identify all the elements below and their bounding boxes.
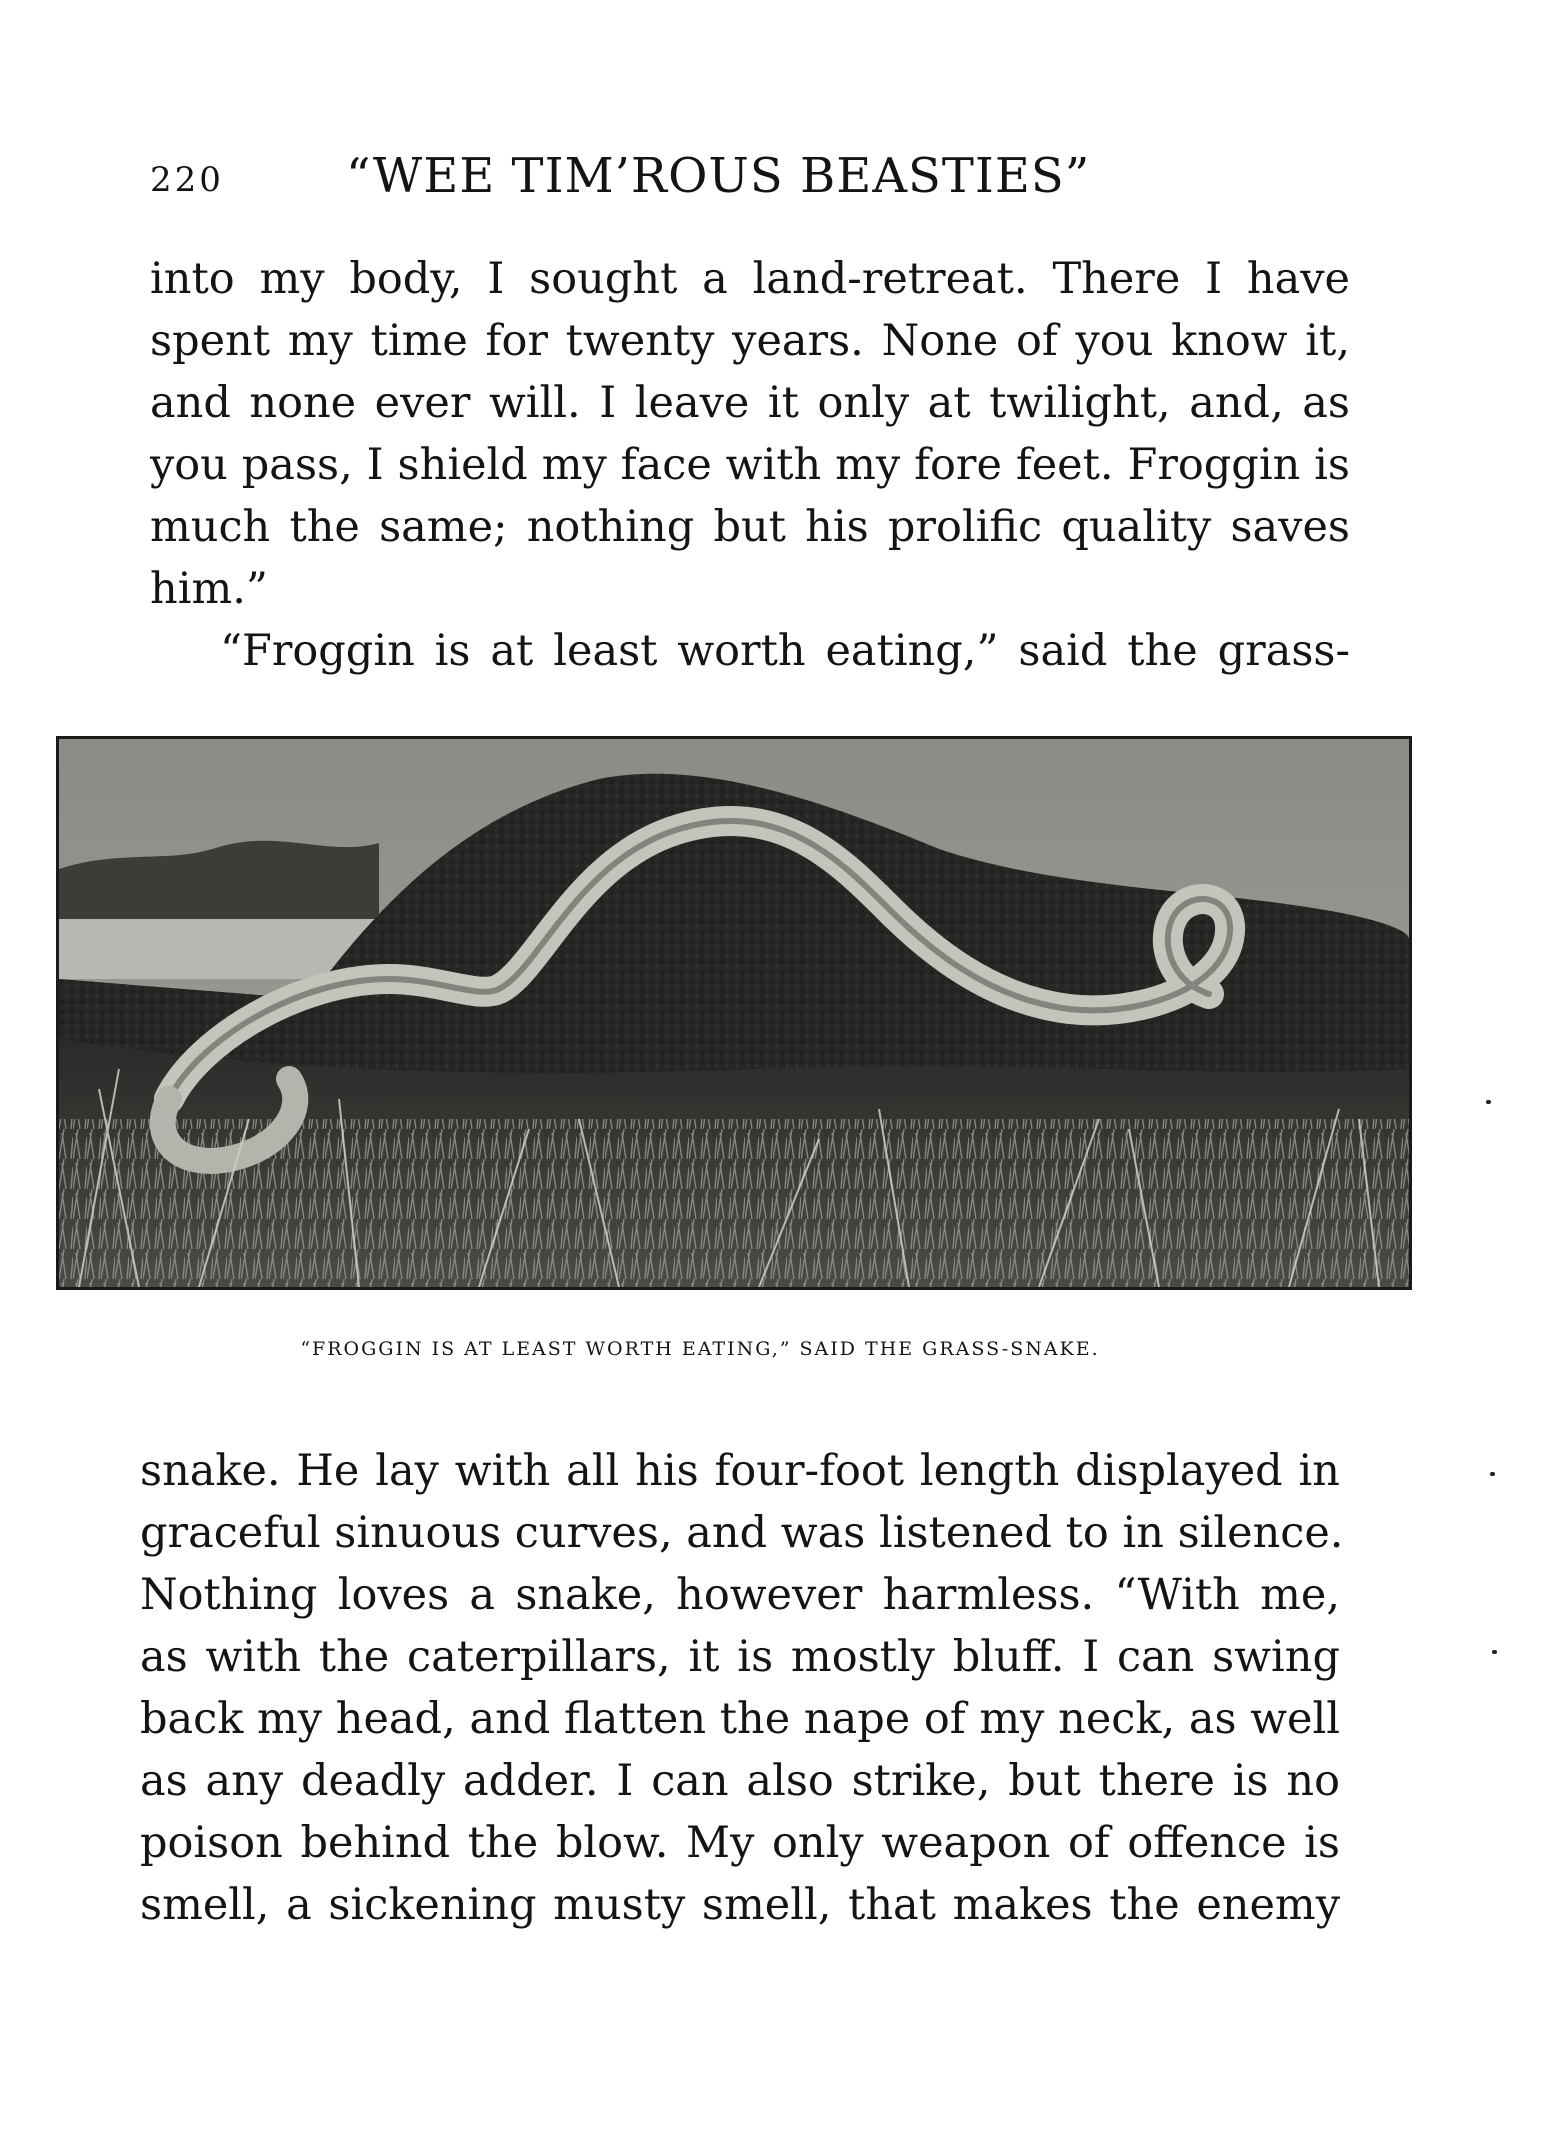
text-line: into my body, I sought a land-retreat. There I have <box>150 254 1350 304</box>
text-line: poison behind the blow. My only weapon of offence is <box>140 1818 1340 1868</box>
text-line: much the same; nothing but his prolific quality saves <box>150 502 1350 552</box>
page-header <box>150 148 1350 208</box>
text-line: as any deadly adder. I can also strike, but there is no <box>140 1756 1340 1806</box>
text-line: smell, a sickening musty smell, that makes the enemy <box>140 1880 1340 1930</box>
running-title: “WEE TIM’ROUS BEASTIES” <box>346 148 1091 204</box>
text-line: and none ever will. I leave it only at twilight, and, as <box>150 378 1350 428</box>
text-line: “Froggin is at least worth eating,” said the grass- <box>220 626 1350 676</box>
text-line: you pass, I shield my face with my fore feet. Froggin is <box>150 440 1350 490</box>
text-line: as with the caterpillars, it is mostly bluff. I can swing <box>140 1632 1340 1682</box>
text-line: snake. He lay with all his four-foot length displayed in <box>140 1446 1340 1496</box>
snake-photograph <box>56 736 1412 1290</box>
text-line: graceful sinuous curves, and was listened to in silence. <box>140 1508 1344 1558</box>
text-line: back my head, and flatten the nape of my neck, as well <box>140 1694 1340 1744</box>
body-text-top <box>150 248 1350 682</box>
body-text-bottom <box>140 1440 1344 1936</box>
plate-caption: “FROGGIN IS AT LEAST WORTH EATING,” SAID THE GRASS-SNAKE. <box>300 1338 1100 1360</box>
text-line: Nothing loves a snake, however harmless. “With me, <box>140 1570 1340 1620</box>
page-number: 220 <box>150 160 224 200</box>
text-line: him.” <box>150 564 268 614</box>
print-speck <box>1486 1100 1491 1104</box>
print-speck <box>1492 1650 1497 1654</box>
print-speck <box>1490 1472 1495 1476</box>
text-line: spent my time for twenty years. None of you know it, <box>150 316 1350 366</box>
